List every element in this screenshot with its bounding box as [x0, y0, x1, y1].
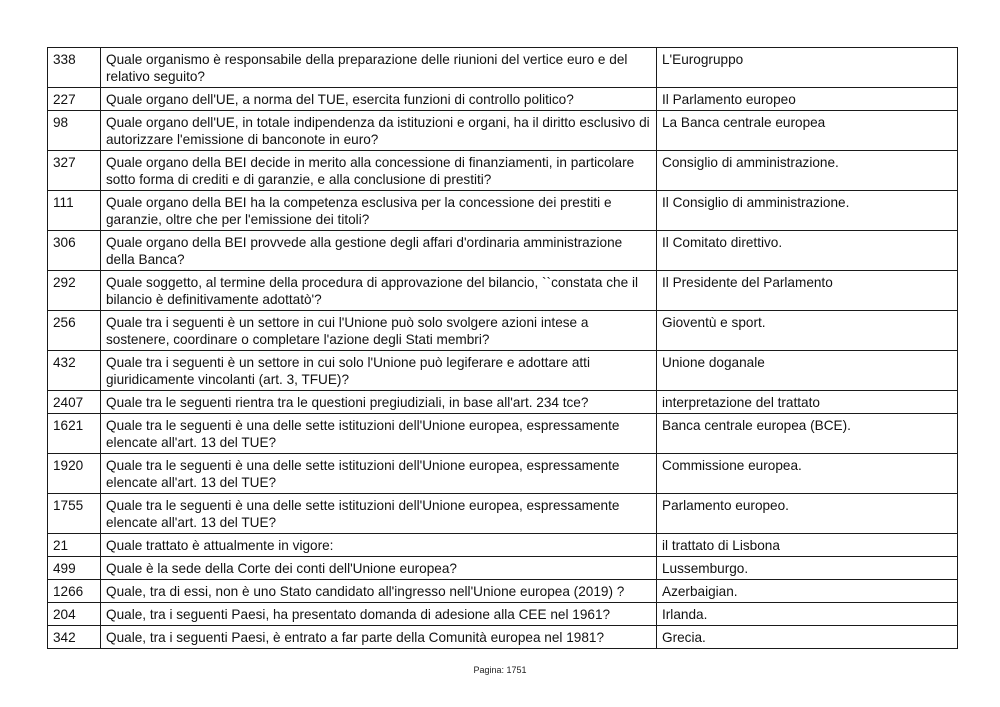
table-body: [48, 48, 958, 649]
answer-cell: Consiglio di amministrazione.: [657, 151, 958, 191]
question-cell: Quale soggetto, al termine della procedura di approvazione del bilancio, ``constata che il bilancio è definitivamente adottatò'?: [101, 271, 657, 311]
question-cell: Quale tra le seguenti è una delle sette istituzioni dell'Unione europea, espressamente elencate all'art. 13 del TUE?: [101, 494, 657, 534]
question-number-cell: 111: [48, 191, 101, 231]
question-number-cell: 256: [48, 311, 101, 351]
table-row: [48, 351, 958, 391]
table-row: [48, 271, 958, 311]
question-number-cell: 1266: [48, 580, 101, 603]
question-cell: Quale trattato è attualmente in vigore:: [101, 534, 657, 557]
question-cell: Quale organo della BEI decide in merito alla concessione di finanziamenti, in particolare sotto forma di crediti e di garanzie, e alla conclusione di prestiti?: [101, 151, 657, 191]
answer-cell: Banca centrale europea (BCE).: [657, 414, 958, 454]
question-cell: Quale organismo è responsabile della preparazione delle riunioni del vertice euro e del relativo seguito?: [101, 48, 657, 88]
question-cell: Quale organo della BEI provvede alla gestione degli affari d'ordinaria amministrazione della Banca?: [101, 231, 657, 271]
table-row: [48, 603, 958, 626]
answer-cell: Il Parlamento europeo: [657, 88, 958, 111]
question-number-cell: 292: [48, 271, 101, 311]
table-row: [48, 494, 958, 534]
table-row: [48, 111, 958, 151]
table-row: [48, 580, 958, 603]
question-number-cell: 1755: [48, 494, 101, 534]
answer-cell: Commissione europea.: [657, 454, 958, 494]
answer-cell: Azerbaigian.: [657, 580, 958, 603]
question-number-cell: 432: [48, 351, 101, 391]
table-row: [48, 414, 958, 454]
question-cell: Quale, tra i seguenti Paesi, è entrato a far parte della Comunità europea nel 1981?: [101, 626, 657, 649]
answer-cell: Grecia.: [657, 626, 958, 649]
question-number-cell: 1621: [48, 414, 101, 454]
table-row: [48, 88, 958, 111]
answer-cell: Il Consiglio di amministrazione.: [657, 191, 958, 231]
question-number-cell: 2407: [48, 391, 101, 414]
answer-cell: Lussemburgo.: [657, 557, 958, 580]
answer-cell: Il Comitato direttivo.: [657, 231, 958, 271]
question-cell: Quale tra i seguenti è un settore in cui l'Unione può solo svolgere azioni intese a sostenere, coordinare o completare l'azione degli Stati membri?: [101, 311, 657, 351]
table-row: [48, 454, 958, 494]
table-row: [48, 391, 958, 414]
question-cell: Quale, tra i seguenti Paesi, ha presentato domanda di adesione alla CEE nel 1961?: [101, 603, 657, 626]
answer-cell: La Banca centrale europea: [657, 111, 958, 151]
answer-cell: Irlanda.: [657, 603, 958, 626]
question-cell: Quale organo della BEI ha la competenza esclusiva per la concessione dei prestiti e garanzie, oltre che per l'emissione dei titoli?: [101, 191, 657, 231]
question-number-cell: 338: [48, 48, 101, 88]
question-cell: Quale tra le seguenti rientra tra le questioni pregiudiziali, in base all'art. 234 tce?: [101, 391, 657, 414]
question-cell: Quale tra le seguenti è una delle sette istituzioni dell'Unione europea, espressamente elencate all'art. 13 del TUE?: [101, 414, 657, 454]
table-row: [48, 231, 958, 271]
question-number-cell: 342: [48, 626, 101, 649]
page-footer: Pagina: 1751: [473, 665, 527, 675]
table-row: [48, 191, 958, 231]
table-row: [48, 48, 958, 88]
question-number-cell: 1920: [48, 454, 101, 494]
answer-cell: interpretazione del trattato: [657, 391, 958, 414]
table-row: [48, 151, 958, 191]
answer-cell: Parlamento europeo.: [657, 494, 958, 534]
question-number-cell: 227: [48, 88, 101, 111]
table-row: [48, 557, 958, 580]
question-number-cell: 327: [48, 151, 101, 191]
question-number-cell: 499: [48, 557, 101, 580]
question-cell: Quale organo dell'UE, a norma del TUE, esercita funzioni di controllo politico?: [101, 88, 657, 111]
table-row: [48, 626, 958, 649]
answer-cell: L'Eurogruppo: [657, 48, 958, 88]
answer-cell: Il Presidente del Parlamento: [657, 271, 958, 311]
question-number-cell: 204: [48, 603, 101, 626]
table-row: [48, 534, 958, 557]
question-cell: Quale tra i seguenti è un settore in cui solo l'Unione può legiferare e adottare atti giuridicamente vincolanti (art. 3, TFUE)?: [101, 351, 657, 391]
table-row: [48, 311, 958, 351]
question-cell: Quale organo dell'UE, in totale indipendenza da istituzioni e organi, ha il diritto esclusivo di autorizzare l'emissione di banconote in euro?: [101, 111, 657, 151]
answer-cell: il trattato di Lisbona: [657, 534, 958, 557]
question-number-cell: 98: [48, 111, 101, 151]
question-answer-table: [47, 47, 958, 649]
answer-cell: Gioventù e sport.: [657, 311, 958, 351]
question-cell: Quale tra le seguenti è una delle sette istituzioni dell'Unione europea, espressamente elencate all'art. 13 del TUE?: [101, 454, 657, 494]
answer-cell: Unione doganale: [657, 351, 958, 391]
question-number-cell: 306: [48, 231, 101, 271]
question-number-cell: 21: [48, 534, 101, 557]
question-cell: Quale, tra di essi, non è uno Stato candidato all'ingresso nell'Unione europea (2019) ?: [101, 580, 657, 603]
question-cell: Quale è la sede della Corte dei conti dell'Unione europea?: [101, 557, 657, 580]
